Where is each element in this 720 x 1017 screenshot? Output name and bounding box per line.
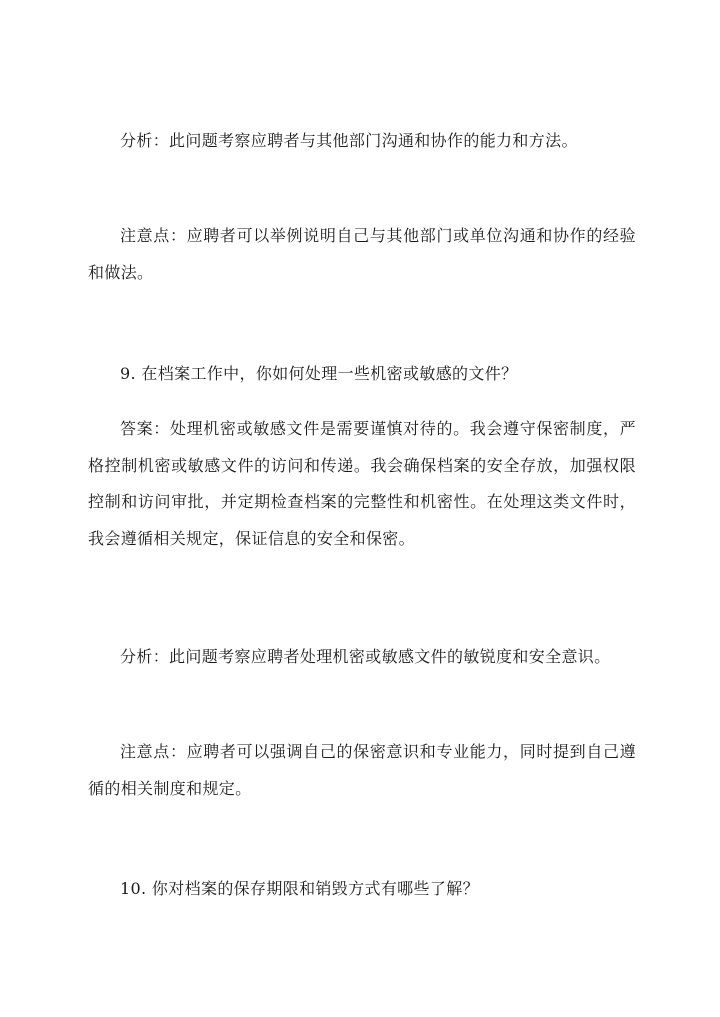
note-paragraph: 注意点：应聘者可以强调自己的保密意识和专业能力，同时提到自己遵循的相关制度和规定。 bbox=[88, 742, 636, 798]
note-paragraph: 注意点：应聘者可以举例说明自己与其他部门或单位沟通和协作的经验和做法。 bbox=[88, 226, 636, 282]
analysis-paragraph: 分析：此问题考察应聘者处理机密或敏感文件的敏锐度和安全意识。 bbox=[120, 647, 611, 666]
analysis-paragraph: 分析：此问题考察应聘者与其他部门沟通和协作的能力和方法。 bbox=[120, 131, 578, 150]
question-heading: 9. 在档案工作中，你如何处理一些机密或敏感的文件？ bbox=[120, 364, 518, 383]
question-heading: 10. 你对档案的保存期限和销毁方式有哪些了解？ bbox=[120, 879, 479, 898]
answer-paragraph: 答案：处理机密或敏感文件是需要谨慎对待的。我会遵守保密制度，严格控制机密或敏感文件的访问和传递。我会确保档案的安全存放，加强权限控制和访问审批，并定期检查档案的完整性和机密性。在处理这类文件时，我会遵循相关规定，保证信息的安全和保密。 bbox=[88, 419, 636, 548]
